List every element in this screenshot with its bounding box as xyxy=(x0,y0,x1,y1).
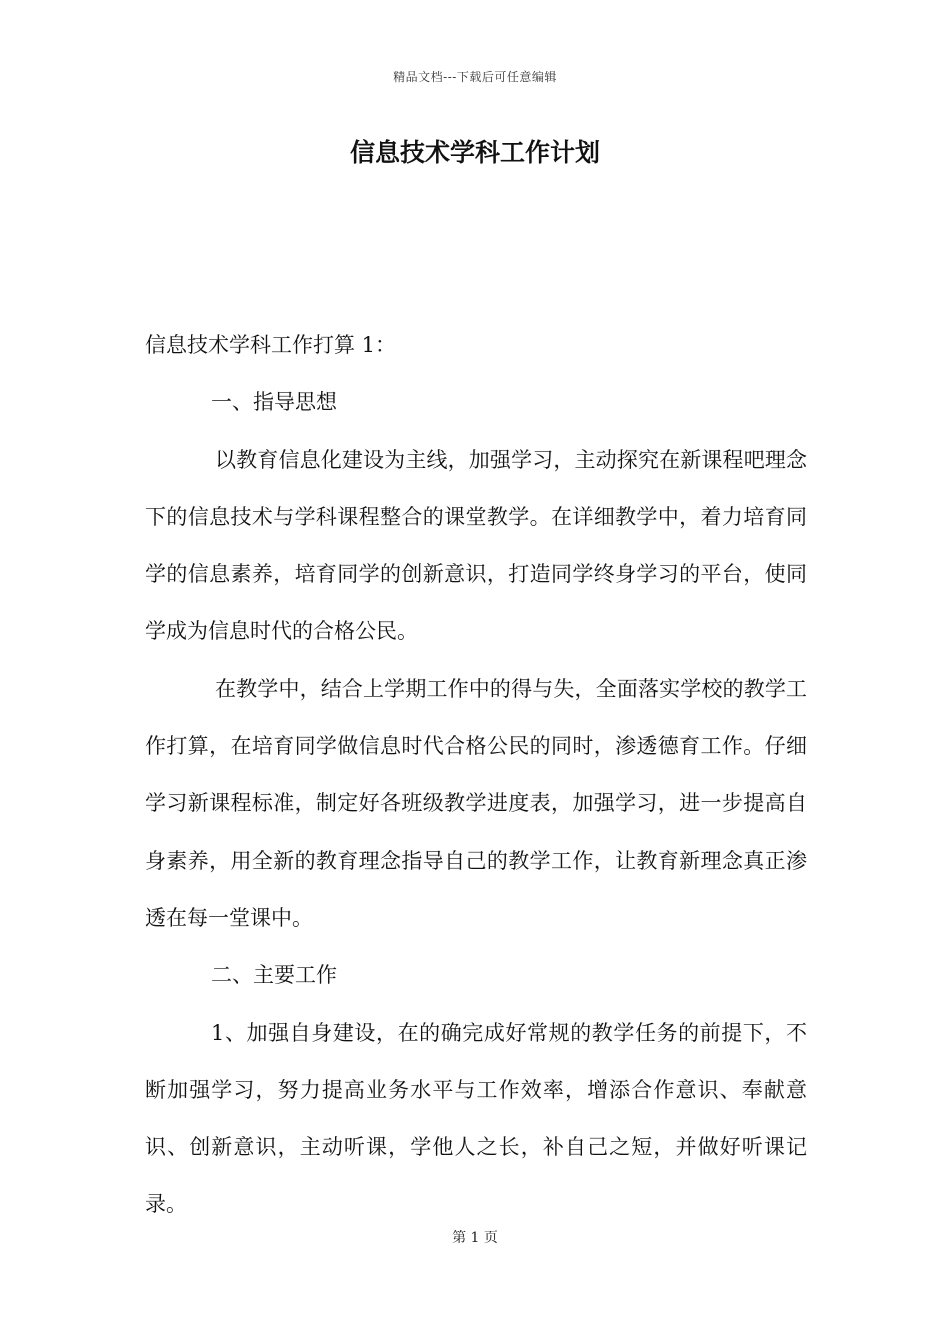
header-note: 精品文档---下载后可任意编辑 xyxy=(393,70,557,84)
page-number: 第 1 页 xyxy=(452,1230,498,1246)
paragraph-guiding-ideology: 以教育信息化建设为主线，加强学习，主动探究在新课程吧理念下的信息技术与学科课程整合的课堂教学。在详细教学中，着力培育同学的信息素养，培育同学的创新意识，打造同学终身学习的平台，使同学成为信息时代的合格公民。 xyxy=(145,447,807,644)
document-title: 信息技术学科工作计划 xyxy=(349,138,600,167)
plan-heading: 信息技术学科工作打算 1： xyxy=(145,333,397,357)
document-body xyxy=(145,317,807,1234)
section-heading-main-work: 二、主要工作 xyxy=(211,963,337,988)
paragraph-teaching-plan: 在教学中，结合上学期工作中的得与失，全面落实学校的教学工作打算，在培育同学做信息时代合格公民的同时，渗透德育工作。仔细学习新课程标准，制定好各班级教学进度表，加强学习，进一步提高自身素养，用全新的教育理念指导自己的教学工作，让教育新理念真正渗透在每一堂课中。 xyxy=(145,676,807,930)
paragraph-main-work-1: 1、加强自身建设，在的确完成好常规的教学任务的前提下，不断加强学习，努力提高业务水平与工作效率，增添合作意识、奉献意识、创新意识，主动听课，学他人之长，补自己之短，并做好听课记录。 xyxy=(145,1020,807,1217)
section-heading-guiding-ideology: 一、指导思想 xyxy=(211,390,337,415)
